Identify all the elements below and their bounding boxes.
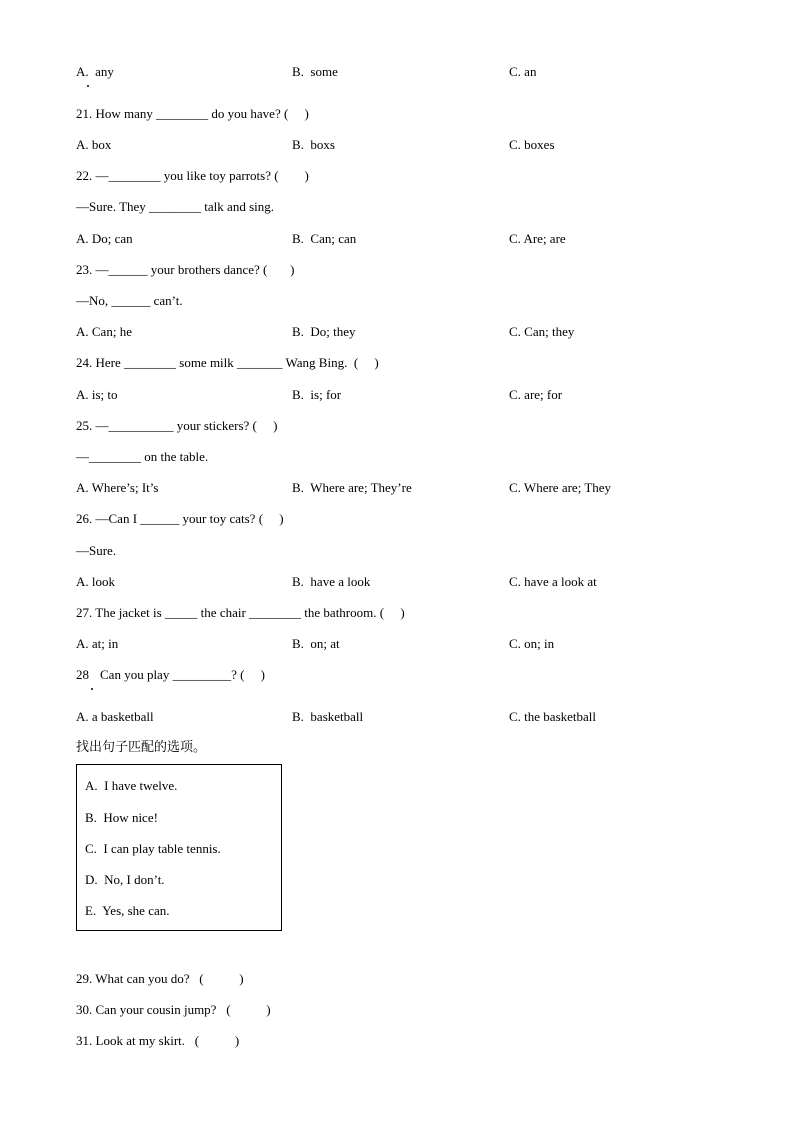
q28-option-b: B. basketball [292,709,364,724]
q28-stem: Can you play _________? ( ) [100,667,266,682]
q26-option-a: A. look [76,574,115,589]
q27-stem: 27. The jacket is _____ the chair ________ the bathroom. ( ) [76,605,405,620]
q20-option-a: A. any [76,64,114,79]
decorative-dot [91,688,93,690]
q26-stem: 26. —Can I ______ your toy cats? ( ) [76,511,284,526]
q25-option-b: B. Where are; They’re [292,480,412,495]
q25-stem: 25. —__________ your stickers? ( ) [76,418,278,433]
q26-option-c: C. have a look at [509,574,597,589]
q21-stem: 21. How many ________ do you have? ( ) [76,106,309,121]
q22-stem: 22. —________ you like toy parrots? ( ) [76,168,309,183]
q23-option-c: C. Can; they [509,324,575,339]
q22-option-c: C. Are; are [509,231,566,246]
match-option-e: E. Yes, she can. [85,903,170,918]
q27-option-a: A. at; in [76,636,119,651]
q31: 31. Look at my skirt. ( ) [76,1033,240,1048]
q26-answer: —Sure. [76,543,117,558]
q30: 30. Can your cousin jump? ( ) [76,1002,271,1017]
q28-option-c: C. the basketball [509,709,597,724]
q20-option-c: C. an [509,64,537,79]
q27-option-c: C. on; in [509,636,555,651]
q23-option-a: A. Can; he [76,324,132,339]
match-option-c: C. I can play table tennis. [85,841,221,856]
q26-option-b: B. have a look [292,574,371,589]
q24-stem: 24. Here ________ some milk _______ Wang Bing. ( ) [76,355,379,370]
q22-option-b: B. Can; can [292,231,357,246]
q23-option-b: B. Do; they [292,324,356,339]
q25-option-a: A. Where’s; It’s [76,480,159,495]
q25-option-c: C. Where are; They [509,480,612,495]
q24-option-b: B. is; for [292,387,342,402]
q24-option-c: C. are; for [509,387,563,402]
q27-option-b: B. on; at [292,636,340,651]
q21-option-b: B. boxs [292,137,335,152]
q22-option-a: A. Do; can [76,231,133,246]
q20-option-b: B. some [292,64,338,79]
q28-option-a: A. a basketball [76,709,154,724]
match-option-a: A. I have twelve. [85,778,178,793]
match-option-b: B. How nice! [85,810,158,825]
q24-option-a: A. is; to [76,387,118,402]
section-heading: 找出句子匹配的选项。 [76,740,207,755]
q29: 29. What can you do? ( ) [76,971,244,986]
q22-answer: —Sure. They ________ talk and sing. [76,199,274,214]
match-options-box [76,764,282,931]
decorative-dot [87,85,89,87]
q21-option-c: C. boxes [509,137,555,152]
q23-answer: —No, ______ can’t. [76,293,183,308]
match-option-d: D. No, I don’t. [85,872,165,887]
q21-option-a: A. box [76,137,112,152]
q25-answer: —________ on the table. [76,449,209,464]
q23-stem: 23. —______ your brothers dance? ( ) [76,262,295,277]
q28-number: 28 [76,667,89,682]
